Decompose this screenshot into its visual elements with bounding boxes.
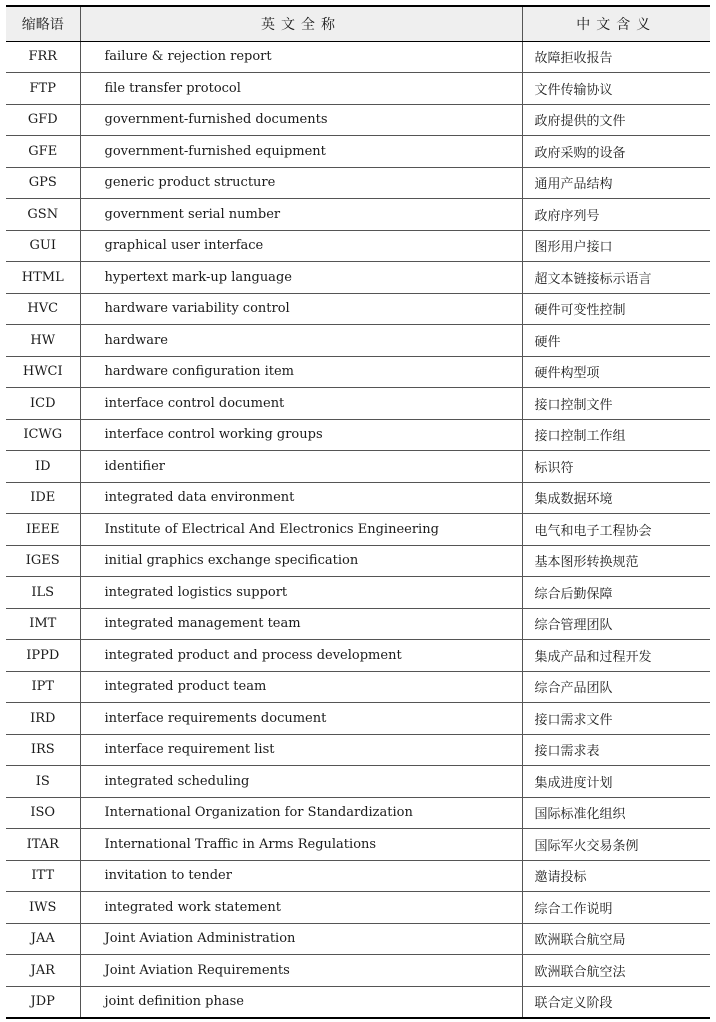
english-name-cell: initial graphics exchange specification [80,545,522,577]
table-row [6,293,710,325]
table-row [6,734,710,766]
chinese-meaning-cell: 图形用户接口 [522,230,710,262]
table-row [6,955,710,987]
table-header [6,6,710,41]
table-row [6,419,710,451]
chinese-meaning-cell: 硬件可变性控制 [522,293,710,325]
table-row [6,514,710,546]
table-row [6,766,710,798]
english-name-cell: hypertext mark-up language [80,262,522,294]
abbreviation-cell: IPT [6,671,80,703]
english-name-cell: interface control document [80,388,522,420]
table-row [6,451,710,483]
table-row [6,104,710,136]
chinese-meaning-cell: 集成产品和过程开发 [522,640,710,672]
chinese-meaning-cell: 政府采购的设备 [522,136,710,168]
chinese-meaning-cell: 欧洲联合航空法 [522,955,710,987]
english-name-cell: hardware variability control [80,293,522,325]
header-english-name: 英文全称 [80,6,522,41]
table-row [6,703,710,735]
english-name-cell: integrated product and process development [80,640,522,672]
abbreviation-cell: FTP [6,73,80,105]
chinese-meaning-cell: 通用产品结构 [522,167,710,199]
table-row [6,482,710,514]
chinese-meaning-cell: 综合工作说明 [522,892,710,924]
abbreviation-cell: GFE [6,136,80,168]
table-row [6,608,710,640]
english-name-cell: Joint Aviation Administration [80,923,522,955]
table-row [6,986,710,1018]
table-row [6,325,710,357]
abbreviation-cell: IPPD [6,640,80,672]
table-row [6,923,710,955]
chinese-meaning-cell: 综合后勤保障 [522,577,710,609]
abbreviation-cell: ILS [6,577,80,609]
english-name-cell: file transfer protocol [80,73,522,105]
header-row [6,6,710,41]
english-name-cell: hardware [80,325,522,357]
abbreviation-cell: ID [6,451,80,483]
table-row [6,829,710,861]
chinese-meaning-cell: 联合定义阶段 [522,986,710,1018]
abbreviation-cell: JAA [6,923,80,955]
abbreviation-cell: ITAR [6,829,80,861]
chinese-meaning-cell: 政府序列号 [522,199,710,231]
english-name-cell: graphical user interface [80,230,522,262]
table-row [6,230,710,262]
abbreviation-cell: JAR [6,955,80,987]
chinese-meaning-cell: 基本图形转换规范 [522,545,710,577]
english-name-cell: International Organization for Standardization [80,797,522,829]
english-name-cell: integrated logistics support [80,577,522,609]
abbreviation-cell: GPS [6,167,80,199]
chinese-meaning-cell: 欧洲联合航空局 [522,923,710,955]
chinese-meaning-cell: 硬件 [522,325,710,357]
abbreviation-cell: GUI [6,230,80,262]
abbreviation-cell: IMT [6,608,80,640]
english-name-cell: integrated management team [80,608,522,640]
abbreviation-cell: IS [6,766,80,798]
chinese-meaning-cell: 邀请投标 [522,860,710,892]
abbreviation-cell: HTML [6,262,80,294]
chinese-meaning-cell: 接口控制文件 [522,388,710,420]
abbreviation-cell: ITT [6,860,80,892]
abbreviation-cell: ICWG [6,419,80,451]
chinese-meaning-cell: 政府提供的文件 [522,104,710,136]
chinese-meaning-cell: 国际标准化组织 [522,797,710,829]
english-name-cell: generic product structure [80,167,522,199]
chinese-meaning-cell: 综合管理团队 [522,608,710,640]
english-name-cell: integrated product team [80,671,522,703]
abbreviation-cell: ISO [6,797,80,829]
chinese-meaning-cell: 综合产品团队 [522,671,710,703]
english-name-cell: integrated work statement [80,892,522,924]
abbreviation-cell: IRS [6,734,80,766]
table-row [6,136,710,168]
english-name-cell: government serial number [80,199,522,231]
table-row [6,167,710,199]
table-row [6,860,710,892]
table-body [6,41,710,1018]
table-row [6,388,710,420]
chinese-meaning-cell: 接口需求文件 [522,703,710,735]
abbreviation-cell: ICD [6,388,80,420]
english-name-cell: failure & rejection report [80,41,522,73]
chinese-meaning-cell: 标识符 [522,451,710,483]
abbreviation-cell: IDE [6,482,80,514]
table-row [6,199,710,231]
header-chinese-meaning: 中文含义 [522,6,710,41]
english-name-cell: Institute of Electrical And Electronics Engineering [80,514,522,546]
table-row [6,41,710,73]
english-name-cell: interface requirement list [80,734,522,766]
table-row [6,640,710,672]
table-row [6,356,710,388]
english-name-cell: government-furnished equipment [80,136,522,168]
chinese-meaning-cell: 电气和电子工程协会 [522,514,710,546]
english-name-cell: interface requirements document [80,703,522,735]
english-name-cell: integrated scheduling [80,766,522,798]
abbreviation-cell: IEEE [6,514,80,546]
chinese-meaning-cell: 接口需求表 [522,734,710,766]
abbreviation-cell: IRD [6,703,80,735]
english-name-cell: identifier [80,451,522,483]
table-row [6,577,710,609]
table-row [6,262,710,294]
abbreviation-cell: HVC [6,293,80,325]
header-abbreviation: 缩略语 [6,6,80,41]
chinese-meaning-cell: 接口控制工作组 [522,419,710,451]
chinese-meaning-cell: 超文本链接标示语言 [522,262,710,294]
table-row [6,892,710,924]
abbreviation-cell: HW [6,325,80,357]
abbreviation-cell: HWCI [6,356,80,388]
chinese-meaning-cell: 集成进度计划 [522,766,710,798]
chinese-meaning-cell: 文件传输协议 [522,73,710,105]
chinese-meaning-cell: 集成数据环境 [522,482,710,514]
english-name-cell: integrated data environment [80,482,522,514]
table-row [6,671,710,703]
english-name-cell: hardware configuration item [80,356,522,388]
english-name-cell: government-furnished documents [80,104,522,136]
chinese-meaning-cell: 国际军火交易条例 [522,829,710,861]
abbreviation-cell: GSN [6,199,80,231]
english-name-cell: interface control working groups [80,419,522,451]
table-row [6,73,710,105]
chinese-meaning-cell: 故障拒收报告 [522,41,710,73]
english-name-cell: International Traffic in Arms Regulations [80,829,522,861]
english-name-cell: joint definition phase [80,986,522,1018]
english-name-cell: Joint Aviation Requirements [80,955,522,987]
abbreviation-cell: IGES [6,545,80,577]
abbreviation-cell: GFD [6,104,80,136]
table-row [6,797,710,829]
abbreviation-cell: JDP [6,986,80,1018]
table-row [6,545,710,577]
abbreviation-cell: FRR [6,41,80,73]
abbreviation-table [6,5,710,1019]
english-name-cell: invitation to tender [80,860,522,892]
abbreviation-cell: IWS [6,892,80,924]
chinese-meaning-cell: 硬件构型项 [522,356,710,388]
glossary-page [6,5,710,1019]
